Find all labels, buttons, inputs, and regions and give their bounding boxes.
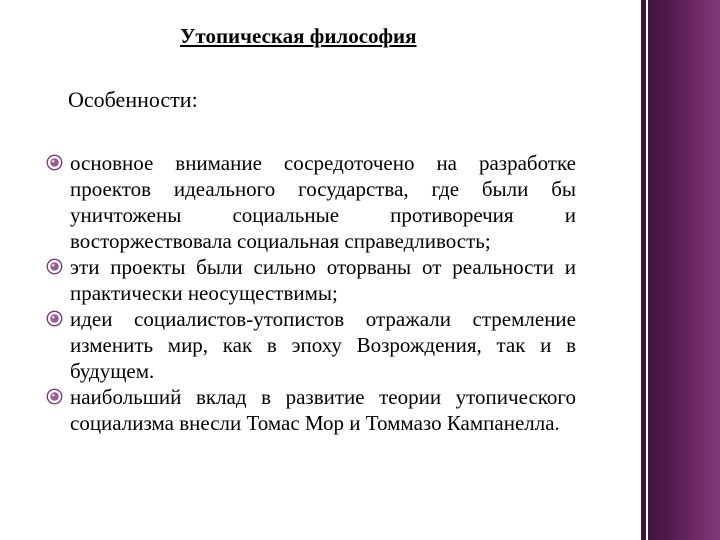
bullet-item — [46, 306, 576, 384]
target-bullet-icon — [46, 310, 63, 327]
bullet-text: основное внимание сосредоточено на разработке проектов идеального государства, где были бы уничтожены социальные противоречия и восторжествовала социальная справедливость; — [70, 151, 576, 253]
bullet-text: эти проекты были сильно оторваны от реальности и практически неосуществимы; — [70, 255, 576, 305]
slide-subtitle: Особенности: — [68, 87, 198, 112]
bullet-list — [46, 150, 576, 436]
bullet-text: наибольший вклад в развитие теории утопического социализма внесли Томас Мор и Томмазо Кампанелла. — [70, 385, 576, 435]
bullet-item — [46, 384, 576, 436]
target-bullet-icon — [46, 154, 63, 171]
side-decorative-band — [641, 0, 720, 540]
target-bullet-icon — [46, 258, 63, 275]
bullet-text: идеи социалистов-утопистов отражали стремление изменить мир, как в эпоху Возрождения, так и в будущем. — [70, 307, 576, 383]
slide-title: Утопическая философия — [180, 24, 417, 48]
target-bullet-icon — [46, 388, 63, 405]
bullet-item — [46, 150, 576, 254]
bullet-item — [46, 254, 576, 306]
side-band-divider — [646, 0, 648, 540]
